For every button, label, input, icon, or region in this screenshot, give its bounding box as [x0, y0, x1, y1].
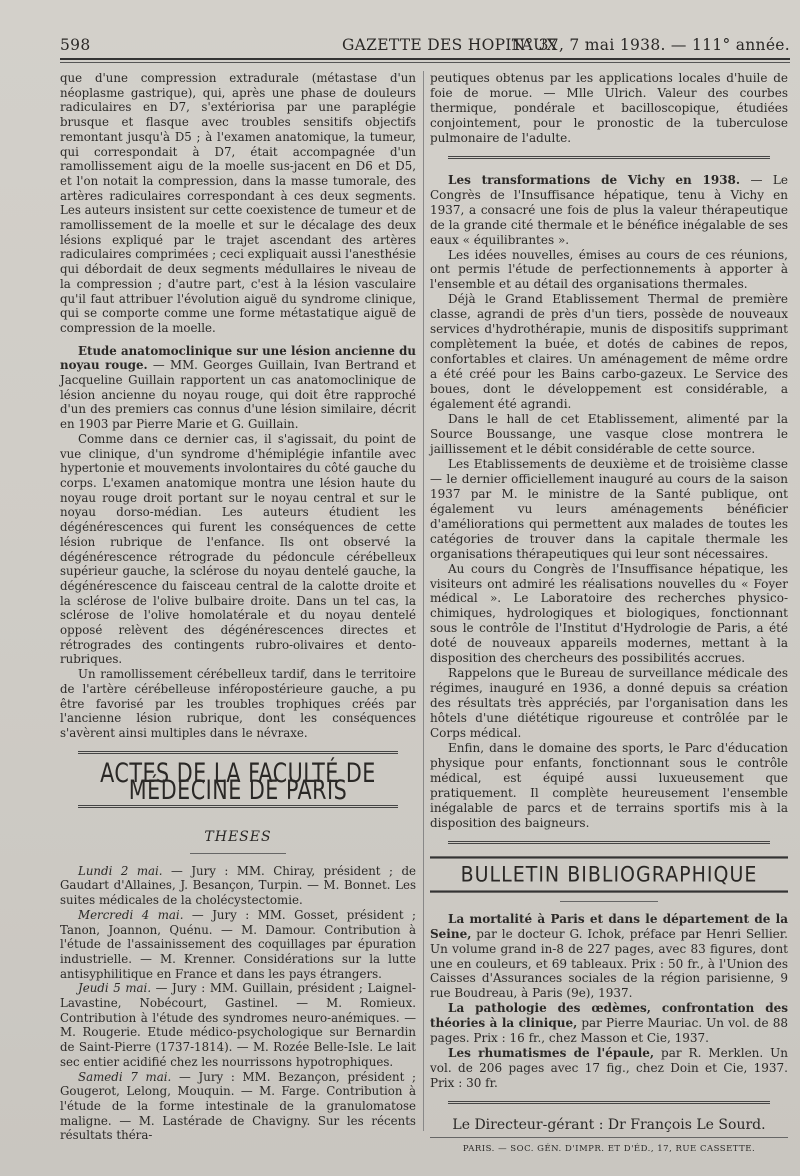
article-body: — MM. Georges Guillain, Ivan Bertrand et Jacqueline Guillain rapportent un cas anatomoclinique de lésion ancienne du noyau rouge, qui doit être rapproché d'un des premiers cas connus d'une lésion similaire, décrit en 1903 par Pierre Marie et G. Guillain.	[60, 358, 416, 432]
thesis-entry	[60, 1070, 416, 1144]
paragraph: Au cours du Congrès de l'Insuffisance hépatique, les visiteurs ont admiré les réalisations nouvelles du « Foyer médical ». Le Laboratoire des recherches physico-chimiques, hydrologiques et biologiques, fonctionnant sous le contrôle de l'Institut d'Hydrologie de Paris, a été doté de nouveaux appareils modernes, mettant à la disposition des chercheurs des possibilités accrues.	[430, 561, 788, 666]
journal-title: GAZETTE DES HOPITAUX	[342, 36, 558, 54]
book-title: La pathologie des œdèmes, confrontation des théories à la clinique,	[430, 1001, 788, 1031]
book-details: par R. Merklen. Un vol. de 206 pages avec 17 fig., chez Doin et Cie, 1937. Prix : 30 fr.	[430, 1046, 788, 1091]
thesis-entry	[60, 981, 416, 1069]
paragraph	[430, 173, 788, 248]
small-divider	[190, 853, 286, 854]
thesis-body: — Jury : MM. Guillain, président ; Laignel-Lavastine, Nobécourt, Gastinel. — M. Romieux. Contribution à l'étude des syndromes neuro-anémiques. — M. Rougerie. Etude médico-psychologique sur Bernardin de Saint-Pierre (1737-1814). — M. Rozée Belle-Isle. Le lait sec entier acidifié chez les nourrissons hypotrophiques.	[60, 981, 416, 1069]
biblio-entry	[430, 1001, 788, 1046]
column-divider	[423, 71, 424, 1131]
thesis-body: — Jury : MM. Chiray, président ; de Gaudart d'Allaines, J. Besançon, Turpin. — M. Bonnet. Les suites médicales de la cholécystectomie.	[60, 863, 416, 908]
article-title: Les transformations de Vichy en 1938.	[448, 172, 741, 187]
issue-date: N° 37, 7 mai 1938. — 111° année.	[511, 36, 790, 54]
paragraph: Déjà le Grand Etablissement Thermal de première classe, agrandi de près d'un tiers, possède de nouveaux services d'hydrothérapie, munis de dispositifs supprimant complètement la buée, et dotés de cabines de repos, confortables et claires. Un aménagement de même ordre a été créé pour les Bains carbo-gazeux. Le Service des boues, dont le développement est considérable, a également été agrandi.	[430, 292, 788, 412]
biblio-entry	[430, 1046, 788, 1091]
thesis-body: — Jury : MM. Gosset, président ; Tanon, Joannon, Quénu. — M. Damour. Contribution à l'étude de l'assainissement des coquillages par épuration industrielle. — M. Krenner. Considérations sur la lutte antisyphilitique en France et dans les pays étrangers.	[60, 907, 417, 981]
article-title: Etude anatomoclinique sur une lésion ancienne du noyau rouge.	[60, 343, 416, 373]
thesis-day: Samedi 7 mai.	[78, 1069, 172, 1084]
paragraph	[60, 344, 416, 432]
article-body: — Le Congrès de l'Insuffisance hépatique, tenu à Vichy en 1937, a consacré une fois de plus la valeur thérapeutique de la grande cité thermale et le bénéfice inégalable de ses eaux « équilibrantes ».	[430, 172, 789, 247]
bibliography-title: BULLETIN BIBLIOGRAPHIQUE	[430, 856, 788, 892]
header-rule-thin	[60, 62, 790, 63]
book-title: Les rhumatismes de l'épaule,	[448, 1046, 655, 1061]
section-divider	[78, 805, 398, 810]
thesis-day: Lundi 2 mai.	[78, 863, 163, 878]
thesis-day: Mercredi 4 mai.	[78, 907, 184, 922]
page-number: 598	[60, 36, 91, 54]
section-divider	[448, 841, 770, 846]
paragraph: Enfin, dans le domaine des sports, le Parc d'éducation physique pour enfants, fonctionnant sous le contrôle médical, est équipé aussi luxueusement que pratiquement. Il complète heureusement l'ensemble inégalable de parcs et de terrains sportifs mis à la disposition des baigneurs.	[430, 740, 788, 830]
header-rule	[60, 58, 790, 60]
section-divider	[78, 751, 398, 756]
printer-line: PARIS. — SOC. GÉN. D'IMPR. ET D'ÉD., 17, RUE CASSETTE.	[430, 1137, 788, 1157]
paragraph: Rappelons que le Bureau de surveillance médicale des régimes, inauguré en 1936, a donné depuis sa création des résultats très appréciés, par l'organisation dans les hôtels d'une diététique rigoureuse et contrôlée par le Corps médical.	[430, 666, 788, 741]
paragraph: peutiques obtenus par les applications locales d'huile de foie de morue. — Mlle Ulrich. Valeur des courbes thermique, pondérale et bacilloscopique, étudiées conjointement, pour le pronostic de la tuberculose pulmonaire de l'adulte.	[430, 71, 788, 145]
section-divider	[448, 1101, 770, 1106]
thesis-entry	[60, 908, 416, 982]
small-divider	[560, 901, 658, 902]
thesis-body: — Jury : MM. Bezançon, président ; Gougerot, Lelong, Mouquin. — M. Farge. Contribution à l'étude de la forme intestinale de la granulomatose maligne. — M. Lastérade de Chavigny. Sur les récents résultats théra-	[60, 1069, 416, 1143]
thesis-day: Jeudi 5 mai.	[78, 981, 152, 996]
left-column	[60, 71, 416, 1143]
section-divider	[448, 156, 770, 161]
biblio-entry	[430, 912, 788, 1002]
paragraph: Les idées nouvelles, émises au cours de ces réunions, ont permis l'étude de perfectionnements à apporter à l'ensemble et au détail des organisations thermales.	[430, 247, 788, 292]
page-header	[60, 36, 790, 58]
paragraph: Les Etablissements de deuxième et de troisième classe — le dernier officiellement inauguré au cours de la saison 1937 par M. le ministre de la Santé publique, ont également vu leurs aménagements bénéficier d'améliorations qui permettent aux malades de toutes les catégories de trouver dans la capitale thermale les organisations thérapeutiques qui leur sont nécessaires.	[430, 456, 788, 561]
right-column	[430, 71, 788, 1157]
paragraph: Comme dans ce dernier cas, il s'agissait, du point de vue clinique, d'un syndrome d'hémiplégie infantile avec hypertonie et mouvements involontaires du côté gauche du corps. L'examen anatomique montra une lésion haute du noyau rouge droit portant sur le noyau central et sur le noyau dorso-médian. Les auteurs étudient les dégénérescences qui furent les conséquences de cette lésion rubrique de l'enfance. Ils ont observé la dégénérescence rétrograde du pédoncule cérébelleux supérieur gauche, la sclérose du noyau dentelé gauche, la dégénérescence du faisceau central de la calotte droite et la sclérose de l'olive bulbaire droite. Dans un tel cas, la sclérose de l'olive homolatérale et du noyau dentelé opposé relèvent des dégénérescences directes et rétrogrades des contingents rubro-olivaires et dento-rubriques.	[60, 431, 416, 667]
signature: Le Directeur-gérant : Dr François Le Sourd.	[452, 1117, 766, 1134]
paragraph: Un ramollissement cérébelleux tardif, dans le territoire de l'artère cérébelleuse inféropostérieure gauche, a pu être favorisé par les troubles trophiques créés par l'ancienne lésion rubrique, dont les conséquences s'avèrent ainsi multiples dans le névraxe.	[60, 667, 416, 740]
thesis-entry	[60, 864, 416, 908]
paragraph: que d'une compression extradurale (métastase d'un néoplasme gastrique), qui, après une phase de douleurs radiculaires en D7, s'extériorisa par une paraplégie brusque et flasque avec troubles sensitifs objectifs remontant jusqu'à D5 ; à l'examen anatomique, la tumeur, qui correspondait à D7, était accompagnée d'un ramollissement aigu de la moelle sus-jacent en D6 et D5, et l'on notait la compression, dans la masse tumorale, des artères radiculaires correspondant à ces deux segments. Les auteurs insistent sur cette coexistence de tumeur et de ramollissement de la moelle et sur le décalage des deux lésions expliqué par le trajet ascendant des artères radiculaires comprimées ; ceci expliquait aussi l'anesthésie qui débordait de deux segments médullaires le niveau de la compression ; d'autre part, c'est à la lésion vasculaire qu'il faut attribuer l'évolution aiguë du syndrome clinique, qui se comporte comme une forme métastatique aiguë de compression de la moelle.	[60, 71, 416, 335]
section-title: ACTES DE LA FACULTÉ DE MÉDECINE DE PARIS	[100, 758, 376, 806]
theses-heading: THESES	[204, 829, 272, 846]
paragraph: Dans le hall de cet Etablissement, alimenté par la Source Boussange, une vasque close montrera le jaillissement et le débit considérable de cette source.	[430, 412, 788, 456]
book-details: par le docteur G. Ichok, préface par Henri Sellier. Un volume grand in-8 de 227 pages, avec 83 figures, dont une en couleurs, et 69 tableaux. Prix : 50 fr., à l'Union des Caisses d'Assurances sociales de la région parisienne, 9 rue Boudreau, à Paris (9e), 1937.	[430, 926, 788, 1001]
book-details: par Pierre Mauriac. Un vol. de 88 pages. Prix : 16 fr., chez Masson et Cie, 1937.	[430, 1016, 788, 1046]
book-title: La mortalité à Paris et dans le département de la Seine,	[430, 911, 788, 941]
